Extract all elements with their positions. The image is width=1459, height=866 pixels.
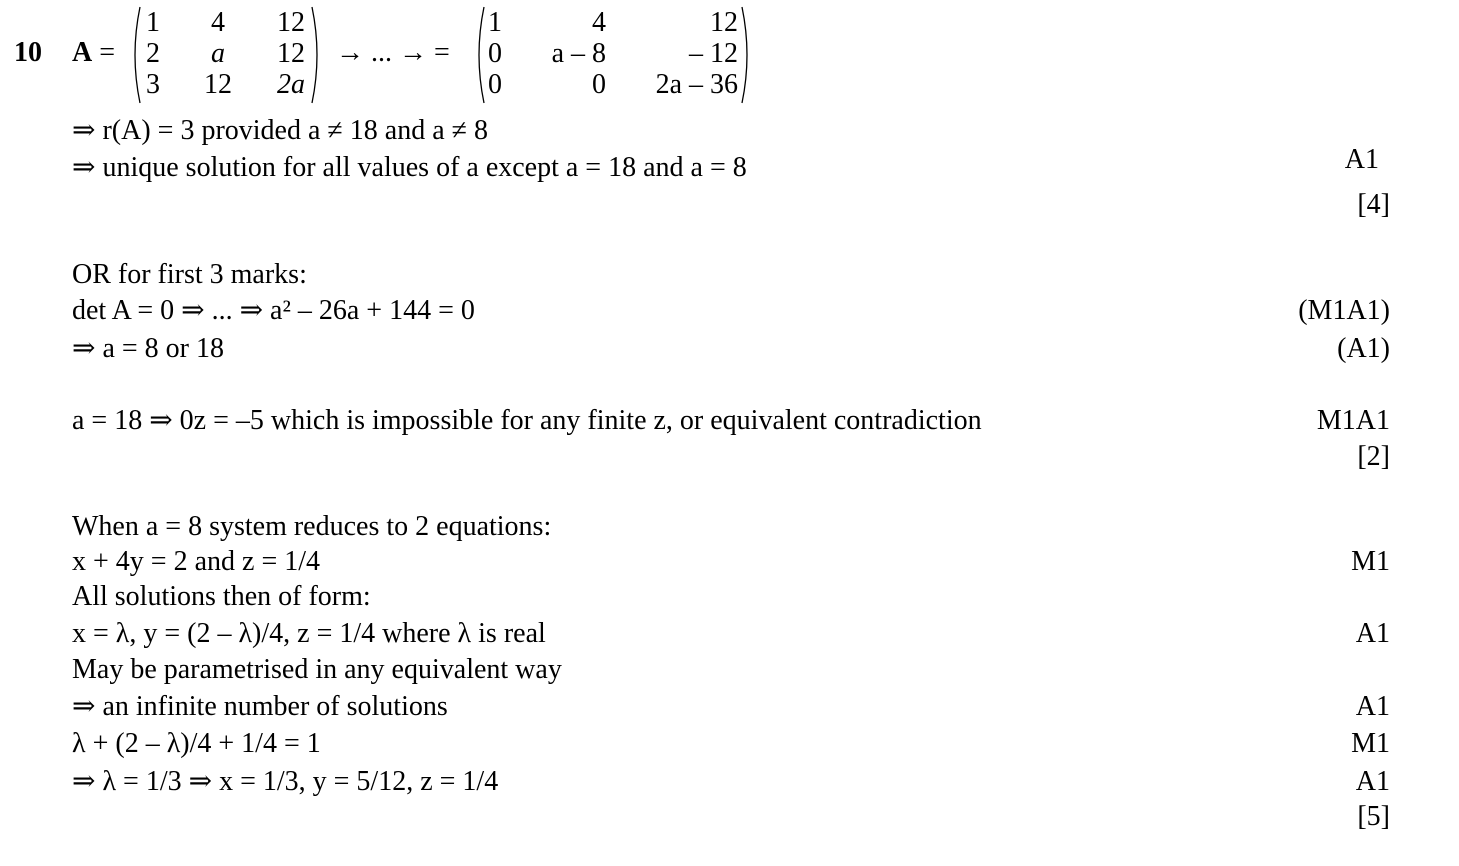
matrix-b-cell: 0: [488, 38, 502, 69]
matrix-b-cell: a – 8: [551, 38, 606, 69]
mark-a1-paren: (A1): [1337, 333, 1390, 364]
matrix-b-cell: 0: [592, 69, 606, 100]
mark-m1a1: M1A1: [1316, 405, 1390, 436]
parametric-solution: x = λ, y = (2 – λ)/4, z = 1/4 where λ is real: [72, 618, 546, 649]
unique-solution: ⇒ unique solution for all values of a except a = 18 and a = 8: [72, 152, 747, 183]
matrix-b: [472, 6, 754, 104]
matrix-b-cell: 12: [710, 7, 738, 38]
matrix-a-cell: 12: [204, 69, 232, 100]
matrix-a-cell: 3: [146, 69, 160, 100]
question-number: 10: [14, 37, 42, 68]
matrix-b-right-paren: [740, 6, 754, 104]
mark-total-4: [4]: [1357, 189, 1390, 220]
matrix-label: A =: [72, 37, 116, 68]
matrix-b-cell: 1: [488, 7, 502, 38]
matrix-a-left-paren: [128, 6, 142, 104]
mark-a1-parametric: A1: [1355, 618, 1390, 649]
matrix-a-cell: 2: [146, 38, 160, 69]
matrix-b-cell: 0: [488, 69, 502, 100]
matrix-b-cell: 2a – 36: [655, 69, 738, 100]
two-equations: x + 4y = 2 and z = 1/4: [72, 546, 321, 577]
mark-total-2: [2]: [1357, 441, 1390, 472]
matrix-a-cell: 12: [277, 7, 305, 38]
matrix-a-cell: 12: [277, 38, 305, 69]
or-first-marks: OR for first 3 marks:: [72, 259, 307, 290]
det-line: det A = 0 ⇒ ... ⇒ a² – 26a + 144 = 0: [72, 295, 475, 326]
mark-total-5: [5]: [1357, 801, 1390, 832]
matrix-b-cell: – 12: [689, 38, 738, 69]
mark-m1a1-paren: (M1A1): [1298, 295, 1390, 326]
parametrised-note: May be parametrised in any equivalent way: [72, 654, 562, 685]
reduction-arrows: → ... → =: [336, 37, 450, 68]
mark-a1-infinite: A1: [1355, 691, 1390, 722]
matrix-a-cell: 2a: [277, 69, 305, 100]
a-values: ⇒ a = 8 or 18: [72, 333, 225, 364]
a18-contradiction: a = 18 ⇒ 0z = –5 which is impossible for any finite z, or equivalent contradiction: [72, 405, 982, 436]
lambda-equation: λ + (2 – λ)/4 + 1/4 = 1: [72, 728, 321, 759]
mark-a1-lambda: A1: [1355, 766, 1390, 797]
when-a8: When a = 8 system reduces to 2 equations:: [72, 511, 552, 542]
matrix-b-left-paren: [472, 6, 486, 104]
cutoff-mark: A1: [1344, 144, 1379, 175]
lambda-solution: ⇒ λ = 1/3 ⇒ x = 1/3, y = 5/12, z = 1/4: [72, 766, 499, 797]
mark-m1-equations: M1: [1351, 546, 1390, 577]
matrix-b-cell: 4: [592, 7, 606, 38]
matrix-a-cell: a: [211, 38, 225, 69]
matrix-a-cell: 4: [211, 7, 225, 38]
all-solutions: All solutions then of form:: [72, 581, 371, 612]
rank-condition: ⇒ r(A) = 3 provided a ≠ 18 and a ≠ 8: [72, 115, 488, 146]
matrix-a-cell: 1: [146, 7, 160, 38]
infinite-solutions: ⇒ an infinite number of solutions: [72, 691, 448, 722]
matrix-a-right-paren: [310, 6, 324, 104]
matrix-a: [128, 6, 324, 104]
mark-m1-lambda: M1: [1351, 728, 1390, 759]
